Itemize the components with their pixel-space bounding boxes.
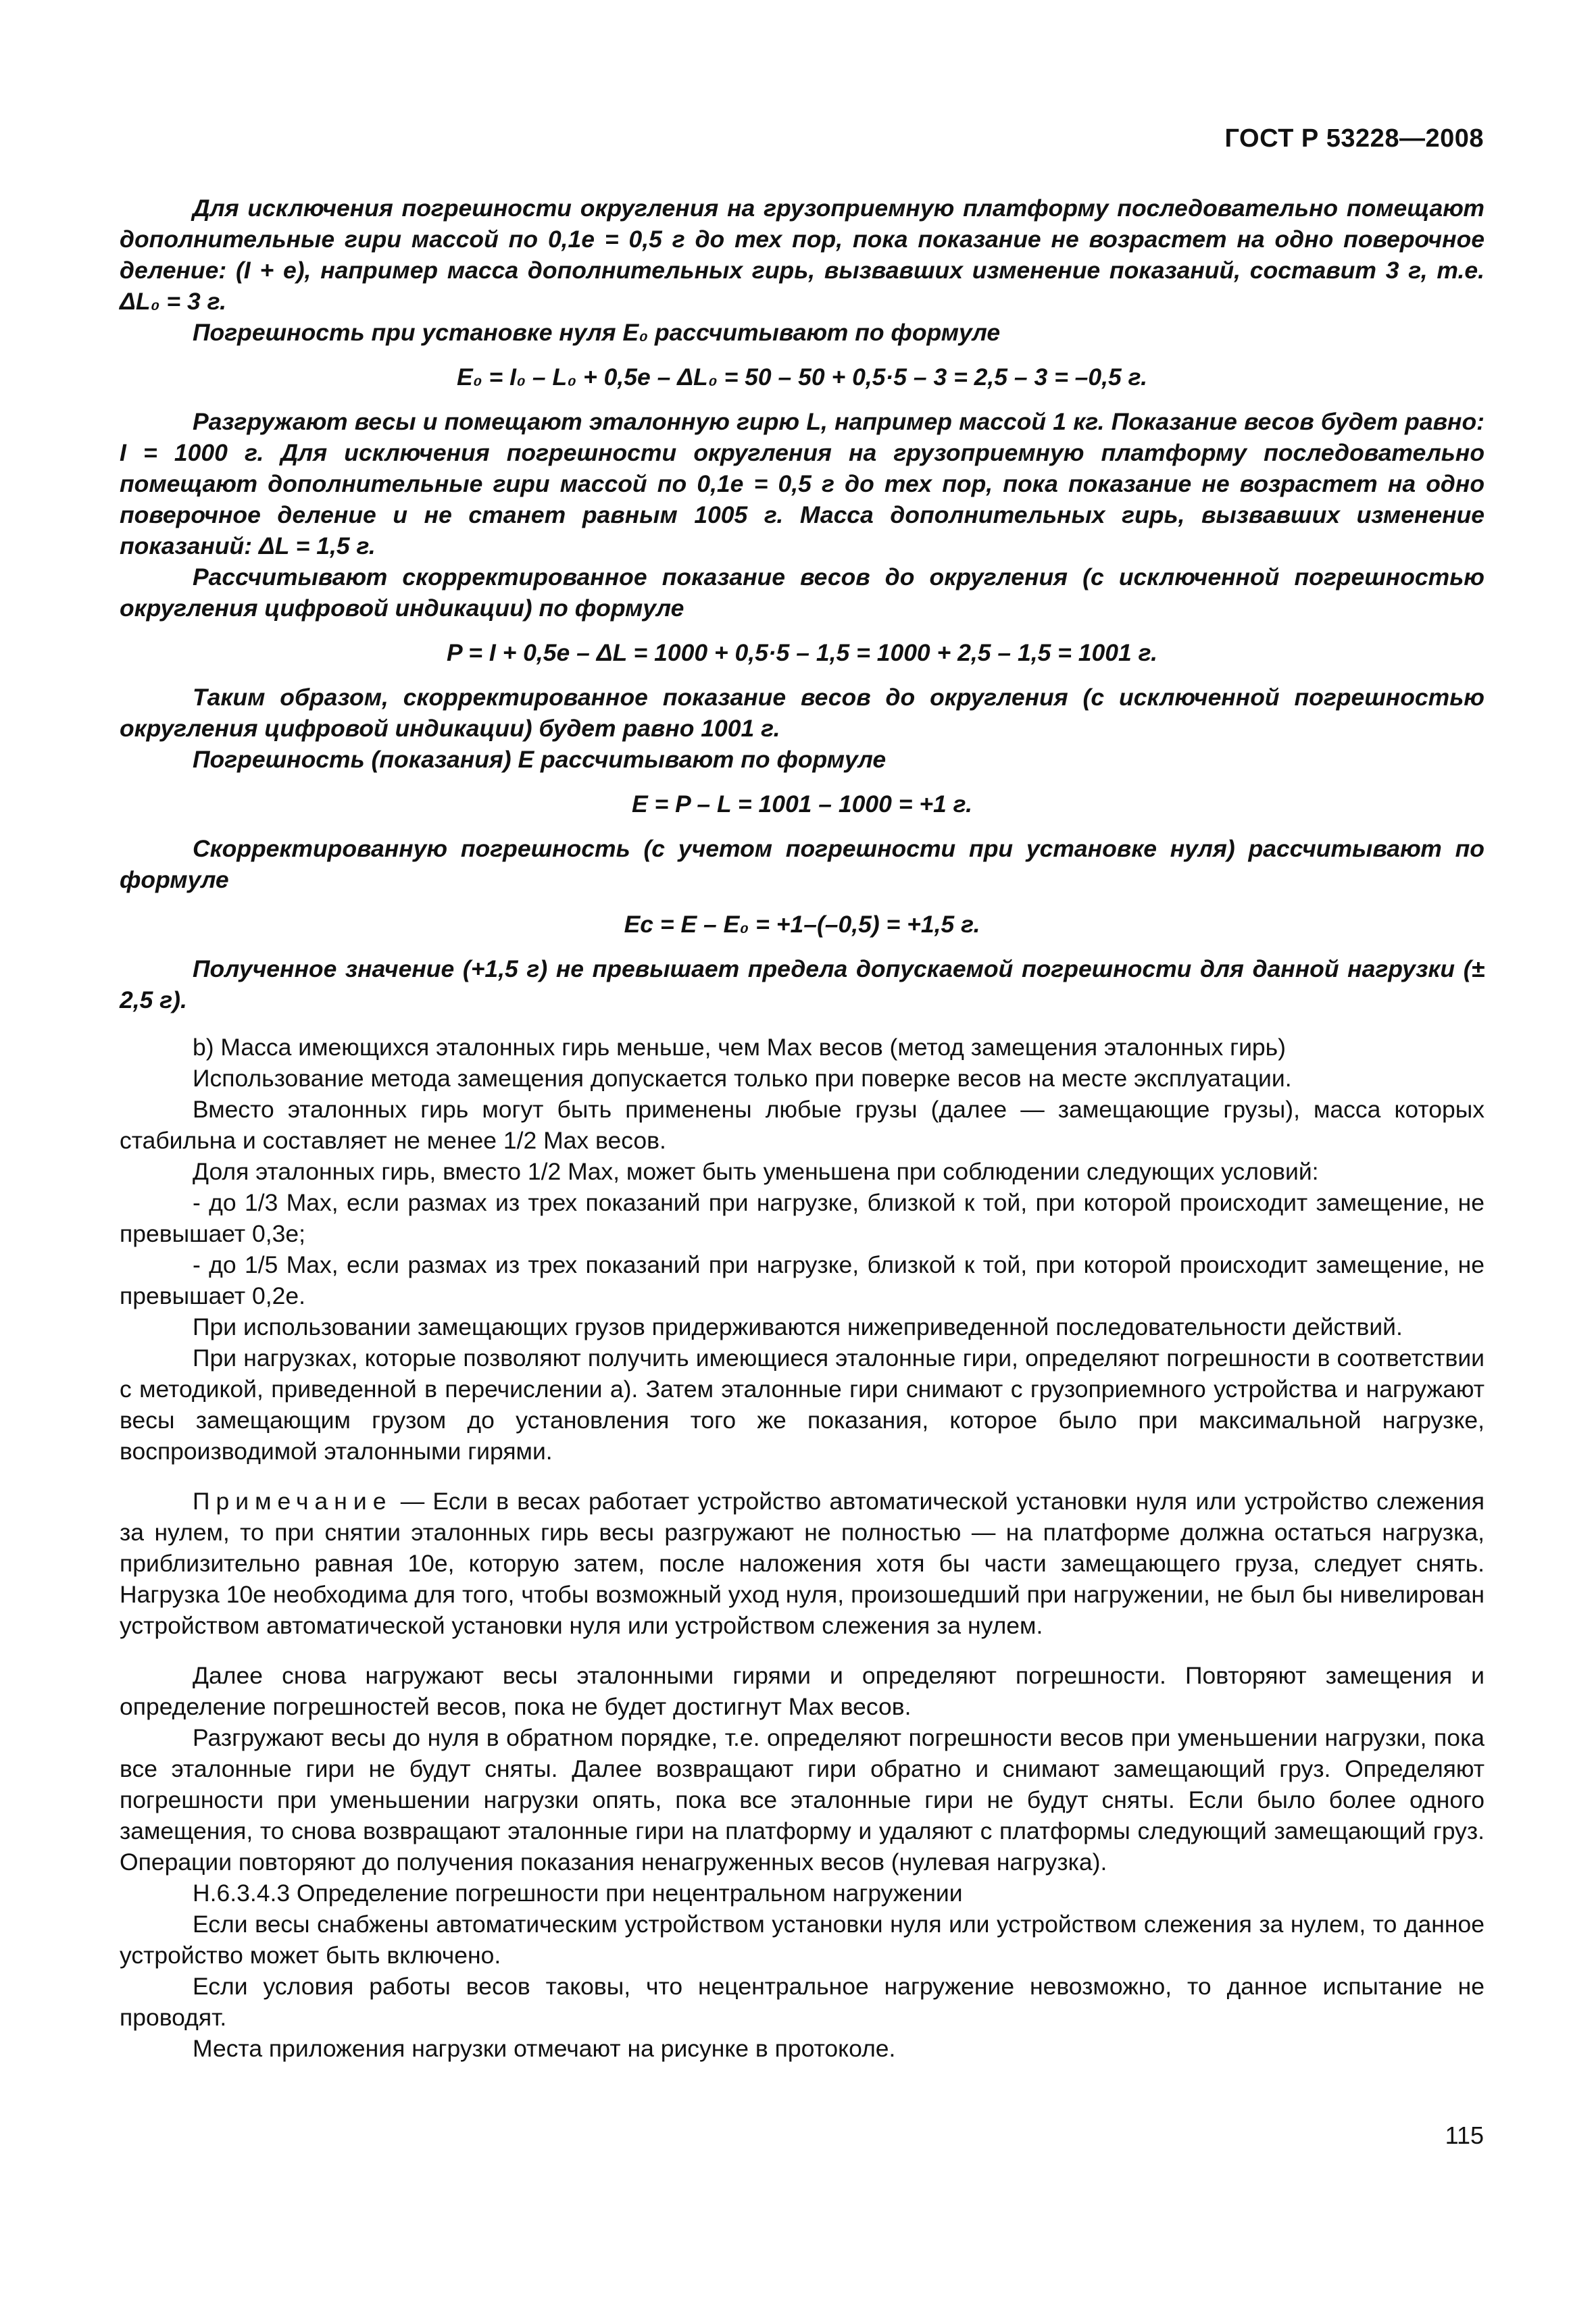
formula: P = I + 0,5e – ΔL = 1000 + 0,5·5 – 1,5 = 1000 + 2,5 – 1,5 = 1001 г. — [447, 639, 1157, 666]
paragraph: Погрешность (показания) E рассчитывают по формуле — [193, 746, 887, 773]
paragraph: Если условия работы весов таковы, что нецентральное нагружение невозможно, то данное испытание не проводят. — [120, 1973, 1485, 2031]
paragraph: Разгружают весы до нуля в обратном порядке, т.е. определяют погрешности весов при уменьшении нагрузки, пока все эталонные гири не будут сняты. Далее возвращают гири обратно и снимают замещающий груз. Определяют погрешности при уменьшении нагрузки опять, пока все эталонные гири не будут сняты. Если было более одного замещения, то снова возвращают эталонные гири на платформу и удаляют с платформы следующий замещающий груз. Операции повторяют до получения показания ненагруженных весов (нулевая нагрузка). — [120, 1724, 1485, 1876]
paragraph: Погрешность при установке нуля E₀ рассчитывают по формуле — [193, 319, 1001, 346]
paragraph: Вместо эталонных гирь могут быть применены любые грузы (далее — замещающие грузы), масса которых стабильна и составляет не менее 1/2 Max весов. — [120, 1096, 1485, 1154]
paragraph: Скорректированную погрешность (с учетом погрешности при установке нуля) рассчитывают по формуле — [120, 835, 1485, 893]
note-text: — Если в весах работает устройство автоматической установки нуля или устройство слежения за нулем, то при снятии эталонных гирь весы разгружают не полностью — на платформе должна остаться нагрузка, приблизительно равная 10e, которую затем, после наложения хотя бы части замещающего груза, следует снять. Нагрузка 10e необходима для того, чтобы возможный уход нуля, произошедший при нагружении, не был бы нивелирован устройством автоматической установки нуля или устройством слежения за нулем. — [120, 1488, 1485, 1639]
paragraph: Далее снова нагружают весы эталонными гирями и определяют погрешности. Повторяют замещения и определение погрешностей весов, пока не будет достигнут Max весов. — [120, 1662, 1485, 1720]
paragraph: Рассчитывают скорректированное показание весов до округления (с исключенной погрешностью округления цифровой индикации) по формуле — [120, 563, 1485, 622]
paragraph: Полученное значение (+1,5 г) не превышает предела допускаемой погрешности для данной нагрузки (± 2,5 г). — [120, 955, 1485, 1013]
paragraph: При нагрузках, которые позволяют получить имеющиеся эталонные гири, определяют погрешности в соответствии с методикой, приведенной в перечислении а). Затем эталонные гири снимают с грузоприемного устройства и нагружают весы замещающим грузом до установления того же показания, которое было при максимальной нагрузке, воспроизводимой эталонными гирями. — [120, 1344, 1485, 1465]
paragraph: b) Масса имеющихся эталонных гирь меньше, чем Max весов (метод замещения эталонных гирь) — [193, 1034, 1286, 1061]
paragraph: Для исключения погрешности округления на грузоприемную платформу последовательно помещают дополнительные гири массой по 0,1e = 0,5 г до тех пор, пока показание не возрастет на одно поверочное деление: (I + e), например масса дополнительных гирь, вызвавших изменение показаний, составит 3 г, т.е. ΔL₀ = 3 г. — [120, 195, 1485, 315]
formula: Ec = E – E₀ = +1–(–0,5) = +1,5 г. — [624, 911, 980, 938]
document-body — [120, 193, 1485, 2064]
paragraph: Использование метода замещения допускается только при поверке весов на месте эксплуатации. — [193, 1065, 1292, 1092]
formula: E₀ = I₀ – L₀ + 0,5e – ΔL₀ = 50 – 50 + 0,5·5 – 3 = 2,5 – 3 = –0,5 г. — [457, 363, 1147, 391]
list-item: - до 1/3 Max, если размах из трех показаний при нагрузке, близкой к той, при которой происходит замещение, не превышает 0,3e; — [120, 1189, 1485, 1247]
document-header: ГОСТ Р 53228—2008 — [1224, 124, 1484, 153]
page-number: 115 — [1445, 2121, 1484, 2149]
paragraph: При использовании замещающих грузов придерживаются нижеприведенной последовательности действий. — [193, 1313, 1403, 1340]
paragraph: Места приложения нагрузки отмечают на рисунке в протоколе. — [193, 2035, 896, 2062]
formula: E = P – L = 1001 – 1000 = +1 г. — [631, 790, 973, 818]
section-heading: Н.6.3.4.3 Определение погрешности при нецентральном нагружении — [193, 1880, 963, 1907]
note-label: Примечание — [193, 1488, 393, 1515]
list-item: - до 1/5 Max, если размах из трех показаний при нагрузке, близкой к той, при которой происходит замещение, не превышает 0,2e. — [120, 1251, 1485, 1309]
paragraph: Если весы снабжены автоматическим устройством установки нуля или устройством слежения за нулем, то данное устройство может быть включено. — [120, 1911, 1485, 1969]
note — [120, 1486, 1485, 1641]
paragraph: Разгружают весы и помещают эталонную гирю L, например массой 1 кг. Показание весов будет равно: I = 1000 г. Для исключения погрешности округления на грузоприемную платформу последовательно помещают дополнительные гири массой по 0,1e = 0,5 г до тех пор, пока показание не возрастет на одно поверочное деление и не станет равным 1005 г. Масса дополнительных гирь, вызвавших изменение показаний: ΔL = 1,5 г. — [120, 408, 1485, 559]
paragraph: Таким образом, скорректированное показание весов до округления (с исключенной погрешностью округления цифровой индикации) будет равно 1001 г. — [120, 684, 1485, 742]
paragraph: Доля эталонных гирь, вместо 1/2 Max, может быть уменьшена при соблюдении следующих условий: — [193, 1158, 1319, 1185]
